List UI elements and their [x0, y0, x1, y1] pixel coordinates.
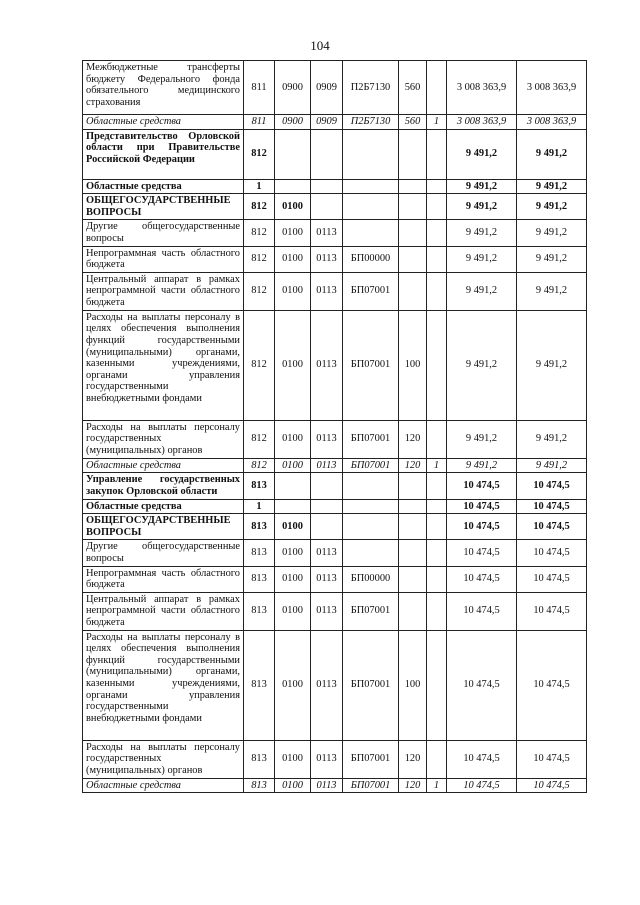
- code-section: 0100: [275, 194, 311, 220]
- row-name: Межбюджетные трансферты бюджету Федерального фонда обязательного медицинского страхования: [83, 61, 244, 115]
- code-ved: 811: [244, 115, 275, 130]
- code-source: [427, 499, 447, 514]
- amount-2: 10 474,5: [517, 740, 587, 778]
- code-source: [427, 514, 447, 540]
- code-target: П2Б7130: [343, 115, 399, 130]
- amount-1: 9 491,2: [447, 246, 517, 272]
- code-expense-type: 560: [399, 61, 427, 115]
- code-expense-type: 560: [399, 115, 427, 130]
- budget-table-body: [83, 61, 587, 793]
- amount-2: 9 491,2: [517, 179, 587, 194]
- row-name: Представительство Орловской области при Правительстве Российской Федерации: [83, 129, 244, 179]
- code-ved: 812: [244, 194, 275, 220]
- code-subsection: [311, 499, 343, 514]
- amount-2: 10 474,5: [517, 540, 587, 566]
- budget-table: [82, 60, 587, 793]
- table-row: [83, 310, 587, 420]
- code-target: БП07001: [343, 310, 399, 420]
- code-subsection: 0113: [311, 420, 343, 458]
- table-row: [83, 220, 587, 246]
- table-row: [83, 778, 587, 793]
- code-subsection: 0113: [311, 310, 343, 420]
- row-name: Другие общегосударственные вопросы: [83, 540, 244, 566]
- code-ved: 811: [244, 61, 275, 115]
- row-name: Центральный аппарат в рамках непрограммной части областного бюджета: [83, 272, 244, 310]
- table-row: [83, 592, 587, 630]
- code-ved: 812: [244, 129, 275, 179]
- row-name: Областные средства: [83, 115, 244, 130]
- code-expense-type: 100: [399, 310, 427, 420]
- amount-1: 10 474,5: [447, 499, 517, 514]
- code-target: БП07001: [343, 458, 399, 473]
- code-section: 0100: [275, 420, 311, 458]
- code-source: 1: [427, 115, 447, 130]
- code-section: 0100: [275, 566, 311, 592]
- code-section: 0900: [275, 61, 311, 115]
- code-expense-type: [399, 592, 427, 630]
- amount-1: 10 474,5: [447, 514, 517, 540]
- amount-1: 3 008 363,9: [447, 115, 517, 130]
- row-name: Расходы на выплаты персоналу в целях обеспечения выполнения функций государственными (муниципальными) органами, казенными учреждениями, органами управления государственными внебюджетными фондами: [83, 310, 244, 420]
- table-row: [83, 540, 587, 566]
- code-subsection: 0113: [311, 246, 343, 272]
- code-source: [427, 246, 447, 272]
- code-subsection: [311, 179, 343, 194]
- row-name: Расходы на выплаты персоналу государственных (муниципальных) органов: [83, 420, 244, 458]
- code-subsection: [311, 129, 343, 179]
- code-section: 0100: [275, 272, 311, 310]
- amount-1: 9 491,2: [447, 310, 517, 420]
- code-target: [343, 514, 399, 540]
- code-expense-type: [399, 540, 427, 566]
- code-section: 0100: [275, 778, 311, 793]
- table-row: [83, 129, 587, 179]
- amount-1: 10 474,5: [447, 592, 517, 630]
- table-row: [83, 179, 587, 194]
- code-ved: 813: [244, 778, 275, 793]
- code-target: П2Б7130: [343, 61, 399, 115]
- code-source: [427, 473, 447, 499]
- code-expense-type: [399, 129, 427, 179]
- code-subsection: [311, 514, 343, 540]
- code-target: БП07001: [343, 778, 399, 793]
- code-section: [275, 179, 311, 194]
- code-target: [343, 179, 399, 194]
- code-ved: 813: [244, 540, 275, 566]
- code-source: [427, 420, 447, 458]
- row-name: Непрограммная часть областного бюджета: [83, 246, 244, 272]
- code-section: 0100: [275, 220, 311, 246]
- code-subsection: 0113: [311, 630, 343, 740]
- code-expense-type: [399, 246, 427, 272]
- code-expense-type: [399, 272, 427, 310]
- amount-2: 10 474,5: [517, 778, 587, 793]
- code-source: [427, 310, 447, 420]
- code-expense-type: [399, 220, 427, 246]
- amount-1: 9 491,2: [447, 179, 517, 194]
- code-section: [275, 473, 311, 499]
- table-row: [83, 115, 587, 130]
- code-subsection: 0113: [311, 540, 343, 566]
- code-ved: 812: [244, 220, 275, 246]
- code-ved: 813: [244, 592, 275, 630]
- row-name: Непрограммная часть областного бюджета: [83, 566, 244, 592]
- code-ved: 812: [244, 458, 275, 473]
- row-name: Другие общегосударственные вопросы: [83, 220, 244, 246]
- row-name: Расходы на выплаты персоналу государственных (муниципальных) органов: [83, 740, 244, 778]
- code-subsection: 0909: [311, 61, 343, 115]
- code-ved: 813: [244, 514, 275, 540]
- code-ved: 813: [244, 740, 275, 778]
- code-section: 0100: [275, 246, 311, 272]
- code-expense-type: [399, 179, 427, 194]
- code-ved: 812: [244, 272, 275, 310]
- amount-2: 9 491,2: [517, 194, 587, 220]
- code-source: [427, 61, 447, 115]
- amount-2: 10 474,5: [517, 592, 587, 630]
- code-source: 1: [427, 778, 447, 793]
- code-target: БП00000: [343, 246, 399, 272]
- code-section: 0100: [275, 740, 311, 778]
- code-section: 0100: [275, 514, 311, 540]
- amount-1: 9 491,2: [447, 420, 517, 458]
- amount-1: 10 474,5: [447, 473, 517, 499]
- code-section: [275, 129, 311, 179]
- amount-2: 10 474,5: [517, 473, 587, 499]
- code-subsection: 0113: [311, 740, 343, 778]
- row-name: Областные средства: [83, 458, 244, 473]
- code-target: [343, 220, 399, 246]
- code-target: БП00000: [343, 566, 399, 592]
- code-source: 1: [427, 458, 447, 473]
- table-row: [83, 458, 587, 473]
- code-ved: 1: [244, 499, 275, 514]
- amount-1: 10 474,5: [447, 630, 517, 740]
- code-subsection: 0113: [311, 566, 343, 592]
- amount-1: 9 491,2: [447, 458, 517, 473]
- amount-1: 9 491,2: [447, 194, 517, 220]
- amount-1: 9 491,2: [447, 129, 517, 179]
- code-expense-type: [399, 473, 427, 499]
- code-ved: 812: [244, 420, 275, 458]
- amount-2: 9 491,2: [517, 246, 587, 272]
- amount-2: 9 491,2: [517, 458, 587, 473]
- code-section: 0100: [275, 592, 311, 630]
- row-name: ОБЩЕГОСУДАРСТВЕННЫЕ ВОПРОСЫ: [83, 514, 244, 540]
- amount-2: 9 491,2: [517, 272, 587, 310]
- table-row: [83, 61, 587, 115]
- code-source: [427, 194, 447, 220]
- code-ved: 813: [244, 566, 275, 592]
- row-name: Областные средства: [83, 778, 244, 793]
- amount-2: 10 474,5: [517, 514, 587, 540]
- amount-2: 3 008 363,9: [517, 61, 587, 115]
- code-target: БП07001: [343, 420, 399, 458]
- code-subsection: 0113: [311, 272, 343, 310]
- table-row: [83, 272, 587, 310]
- code-section: 0100: [275, 458, 311, 473]
- code-expense-type: 120: [399, 778, 427, 793]
- code-expense-type: 100: [399, 630, 427, 740]
- amount-1: 10 474,5: [447, 566, 517, 592]
- code-subsection: 0113: [311, 220, 343, 246]
- code-source: [427, 179, 447, 194]
- amount-2: 10 474,5: [517, 566, 587, 592]
- code-target: БП07001: [343, 630, 399, 740]
- code-target: БП07001: [343, 592, 399, 630]
- code-target: [343, 540, 399, 566]
- code-target: БП07001: [343, 272, 399, 310]
- table-row: [83, 514, 587, 540]
- table-row: [83, 246, 587, 272]
- code-target: [343, 194, 399, 220]
- table-row: [83, 194, 587, 220]
- code-ved: 812: [244, 310, 275, 420]
- code-subsection: [311, 194, 343, 220]
- amount-1: 3 008 363,9: [447, 61, 517, 115]
- code-target: [343, 499, 399, 514]
- row-name: Расходы на выплаты персоналу в целях обеспечения выполнения функций государственными (муниципальными) органами, казенными учреждениями, органами управления государственными внебюджетными фондами: [83, 630, 244, 740]
- code-expense-type: 120: [399, 458, 427, 473]
- page-number: 104: [310, 38, 330, 53]
- code-expense-type: 120: [399, 420, 427, 458]
- row-name: ОБЩЕГОСУДАРСТВЕННЫЕ ВОПРОСЫ: [83, 194, 244, 220]
- amount-2: 9 491,2: [517, 310, 587, 420]
- code-ved: 813: [244, 473, 275, 499]
- amount-1: 9 491,2: [447, 220, 517, 246]
- code-source: [427, 566, 447, 592]
- table-row: [83, 473, 587, 499]
- code-expense-type: [399, 566, 427, 592]
- code-source: [427, 540, 447, 566]
- table-row: [83, 499, 587, 514]
- code-section: 0100: [275, 630, 311, 740]
- row-name: Областные средства: [83, 499, 244, 514]
- code-source: [427, 129, 447, 179]
- code-ved: 813: [244, 630, 275, 740]
- amount-2: 3 008 363,9: [517, 115, 587, 130]
- row-name: Центральный аппарат в рамках непрограммной части областного бюджета: [83, 592, 244, 630]
- code-expense-type: 120: [399, 740, 427, 778]
- code-section: [275, 499, 311, 514]
- code-expense-type: [399, 514, 427, 540]
- code-section: 0900: [275, 115, 311, 130]
- code-source: [427, 592, 447, 630]
- table-row: [83, 420, 587, 458]
- amount-2: 9 491,2: [517, 129, 587, 179]
- table-row: [83, 566, 587, 592]
- amount-2: 10 474,5: [517, 499, 587, 514]
- code-source: [427, 630, 447, 740]
- code-target: [343, 129, 399, 179]
- code-ved: 1: [244, 179, 275, 194]
- amount-1: 10 474,5: [447, 740, 517, 778]
- code-subsection: 0113: [311, 778, 343, 793]
- code-section: 0100: [275, 310, 311, 420]
- code-expense-type: [399, 499, 427, 514]
- amount-1: 10 474,5: [447, 540, 517, 566]
- amount-1: 9 491,2: [447, 272, 517, 310]
- code-section: 0100: [275, 540, 311, 566]
- code-subsection: 0113: [311, 592, 343, 630]
- code-target: [343, 473, 399, 499]
- code-source: [427, 740, 447, 778]
- code-target: БП07001: [343, 740, 399, 778]
- table-row: [83, 740, 587, 778]
- code-source: [427, 272, 447, 310]
- amount-1: 10 474,5: [447, 778, 517, 793]
- code-subsection: 0909: [311, 115, 343, 130]
- amount-2: 9 491,2: [517, 420, 587, 458]
- code-ved: 812: [244, 246, 275, 272]
- code-source: [427, 220, 447, 246]
- table-row: [83, 630, 587, 740]
- row-name: Областные средства: [83, 179, 244, 194]
- amount-2: 10 474,5: [517, 630, 587, 740]
- code-subsection: 0113: [311, 458, 343, 473]
- code-expense-type: [399, 194, 427, 220]
- row-name: Управление государственных закупок Орловской области: [83, 473, 244, 499]
- code-subsection: [311, 473, 343, 499]
- amount-2: 9 491,2: [517, 220, 587, 246]
